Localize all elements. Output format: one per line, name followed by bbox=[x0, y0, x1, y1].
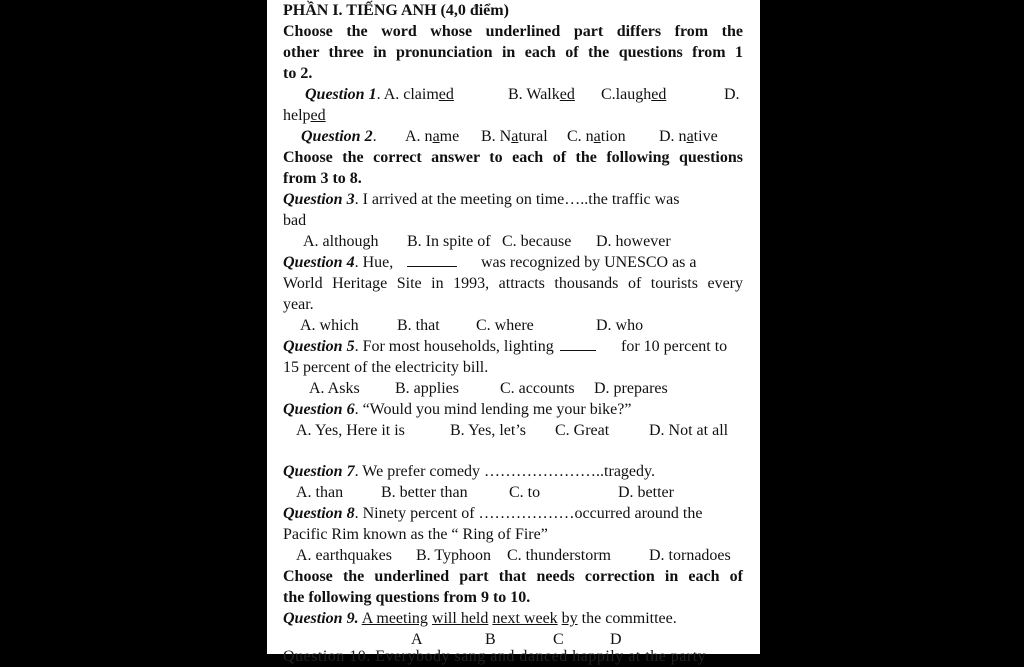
question-3-label: Question 3 bbox=[283, 191, 355, 208]
q1-option-b: B. Walked bbox=[508, 86, 575, 103]
q2-option-c: C. nation bbox=[567, 128, 626, 145]
q7-option-d: D. better bbox=[618, 484, 674, 501]
q6-option-d: D. Not at all bbox=[649, 422, 729, 439]
q3-option-b: B. In spite of bbox=[407, 233, 491, 250]
q2-option-b: B. Natural bbox=[481, 128, 548, 145]
q1-option-c: C.laughed bbox=[601, 86, 667, 103]
q1-option-d: helped bbox=[283, 107, 326, 124]
question-6: Question 6. “Would you mind lending me your bike?” bbox=[283, 401, 632, 418]
q9-part-d: by bbox=[561, 610, 578, 627]
question-3: Question 3. I arrived at the meeting on time…..the traffic was bbox=[283, 191, 680, 208]
question-9: Question 9. A meeting will held next week by the committee. bbox=[283, 610, 677, 627]
question-5: Question 5. For most households, lighting for 10 percent to bbox=[283, 338, 728, 355]
question-4: Question 4. Hue, was recognized by UNESCO as a bbox=[283, 254, 697, 271]
q5-option-c: C. accounts bbox=[500, 380, 575, 397]
question-8: Question 8. Ninety percent of ………………occurred around the bbox=[283, 505, 703, 522]
q5-blank bbox=[560, 336, 596, 351]
question-9-label: Question 9. bbox=[283, 610, 359, 627]
instruction-2-line-2: from 3 to 8. bbox=[283, 170, 362, 187]
instruction-1-line-2: other three in pronunciation in each of the questions from 1 bbox=[283, 44, 743, 61]
q5-option-a: A. Asks bbox=[309, 380, 360, 397]
q8-option-b: B. Typhoon bbox=[416, 547, 492, 564]
q8-option-d: D. tornadoes bbox=[649, 547, 731, 564]
q4-blank bbox=[407, 252, 457, 267]
question-4-line-2: World Heritage Site in 1993, attracts thousands of tourists every bbox=[283, 275, 743, 292]
question-10-cutoff: Question 10. Everybody sang and danced happily at the party bbox=[283, 648, 707, 665]
q2-option-a: A. name bbox=[405, 128, 460, 145]
q1-option-a-underline: ed bbox=[438, 86, 454, 103]
question-5-line-2: 15 percent of the electricity bill. bbox=[283, 359, 489, 376]
q8-option-a: A. earthquakes bbox=[296, 547, 392, 564]
q7-option-b: B. better than bbox=[381, 484, 468, 501]
question-3-line-2: bad bbox=[283, 212, 307, 229]
q5-option-b: B. applies bbox=[395, 380, 459, 397]
question-7: Question 7. We prefer comedy …………………..tragedy. bbox=[283, 463, 655, 480]
q9-part-b: will held bbox=[431, 610, 489, 627]
q9-letter-d: D bbox=[610, 631, 622, 648]
instruction-3-line-2: the following questions from 9 to 10. bbox=[283, 589, 531, 606]
q5-option-d: D. prepares bbox=[594, 380, 668, 397]
q8-option-c: C. thunderstorm bbox=[507, 547, 611, 564]
q9-letter-c: C bbox=[553, 631, 564, 648]
q6-option-a: A. Yes, Here it is bbox=[296, 422, 405, 439]
q9-letter-a: A bbox=[411, 631, 423, 648]
q6-option-c: C. Great bbox=[555, 422, 610, 439]
q2-option-d: D. native bbox=[659, 128, 718, 145]
instruction-1-line-3: to 2. bbox=[283, 65, 313, 82]
q7-option-a: A. than bbox=[296, 484, 344, 501]
q7-option-c: C. to bbox=[509, 484, 541, 501]
instruction-3-line-1: Choose the underlined part that needs correction in each of bbox=[283, 568, 743, 585]
question-4-label: Question 4 bbox=[283, 254, 355, 271]
q1-option-d-label: D. bbox=[724, 86, 740, 103]
q9-letter-b: B bbox=[485, 631, 496, 648]
q4-option-b: B. that bbox=[397, 317, 440, 334]
question-4-line-3: year. bbox=[283, 296, 314, 313]
instruction-1-line-1: Choose the word whose underlined part differs from the bbox=[283, 23, 743, 40]
q9-part-a: A meeting bbox=[361, 610, 428, 627]
question-6-label: Question 6 bbox=[283, 401, 355, 418]
q3-option-a: A. although bbox=[303, 233, 379, 250]
q4-option-c: C. where bbox=[476, 317, 534, 334]
question-8-label: Question 8 bbox=[283, 505, 355, 522]
q3-option-d: D. however bbox=[596, 233, 671, 250]
q9-part-c: next week bbox=[492, 610, 558, 627]
question-7-label: Question 7 bbox=[283, 463, 355, 480]
instruction-2-line-1: Choose the correct answer to each of the following questions bbox=[283, 149, 743, 166]
q4-option-d: D. who bbox=[596, 317, 644, 334]
section-title: PHẦN I. TIẾNG ANH (4,0 điểm) bbox=[283, 2, 509, 19]
q4-option-a: A. which bbox=[300, 317, 359, 334]
q6-option-b: B. Yes, let’s bbox=[450, 422, 527, 439]
question-2-label: Question 2 bbox=[301, 128, 373, 145]
question-8-line-2: Pacific Rim known as the “ Ring of Fire” bbox=[283, 526, 548, 543]
question-1-label: Question 1 bbox=[305, 86, 377, 103]
document-page: PHẦN I. TIẾNG ANH (4,0 điểm) Choose the word whose underlined part differs from the other three in pronunciation in each of the questions from 1 to 2. Question 1. A. claimed B. Walked C.laughed D. helped Question 2. A. name B. Natural C. nation D. native Choose the correct answer to each of the following questions from 3 to 8. Question 3. I arrived at the meeting on time…..the traffic was bad A. although B. In spite of C. because D. however Question 4. Hue, was recognized by UNESCO as a World Heritage Site in 1993, attracts thousands of tourists every year. A. which B. that C. where D. who Question 5. For most households, lighting for 10 percent to 15 percent of the electricity bill. A. Asks B. applies C. accounts D. prepares Question 6. “Would you mind lending me your bike?” A. Yes, Here it is B. Yes, let’s C. Great D. Not at all Question 7. We prefer comedy …………………..tragedy. A. than B. better than C. to D. better Question 8. Ninety percent of ………………occurred around the Pacific Rim known as the “ Ring of Fire” A. earthquakes B. Typhoon C. thunderstorm D. tornadoes Choose the underlined part that needs correction in each of the following questions from 9 to 10. Question 9. A meeting will held next week by the committee. A B C D Question 10. Everybody sang and danced happily at the party bbox=[267, 0, 760, 654]
q3-option-c: C. because bbox=[502, 233, 572, 250]
question-5-label: Question 5 bbox=[283, 338, 355, 355]
